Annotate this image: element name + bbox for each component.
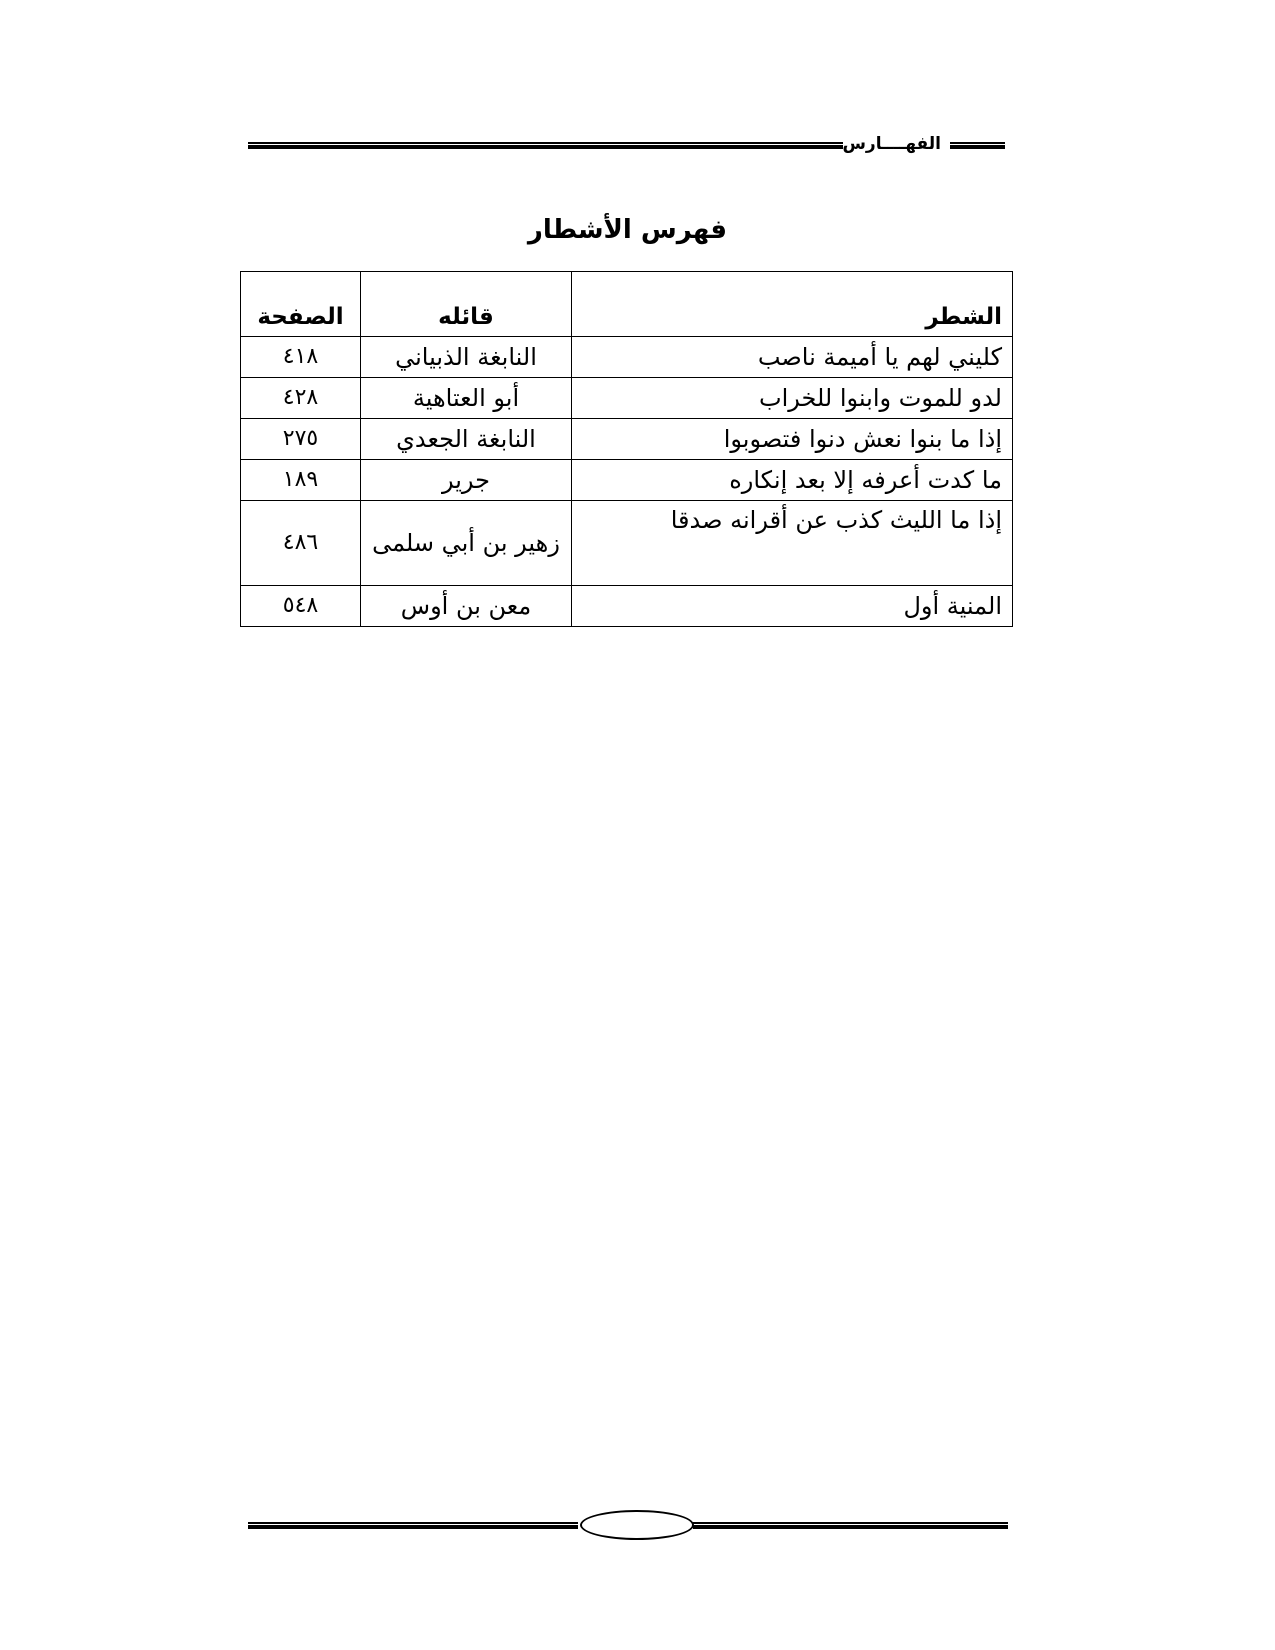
page-title <box>0 215 1275 245</box>
column-header-page: الصفحة <box>241 272 361 337</box>
author-cell: أبو العتاهية <box>361 378 572 419</box>
page-cell: ٤٨٦ <box>241 501 361 586</box>
footer-rule-right <box>693 1522 1008 1529</box>
table-row <box>241 586 1013 627</box>
running-header <box>248 134 1005 158</box>
page-cell: ٢٧٥ <box>241 419 361 460</box>
table-row <box>241 501 1013 586</box>
author-cell: النابغة الجعدي <box>361 419 572 460</box>
table-row <box>241 419 1013 460</box>
header-rule-right <box>950 142 1005 149</box>
hemistich-cell: المنية أول <box>572 586 1013 627</box>
header-label: الفهــــارس <box>842 134 941 154</box>
running-footer <box>248 1510 1008 1540</box>
column-header-hemistich: الشطر <box>572 272 1013 337</box>
hemistich-index-table <box>240 271 1013 627</box>
table-row <box>241 337 1013 378</box>
column-header-author: قائله <box>361 272 572 337</box>
footer-rule-left <box>248 1522 578 1529</box>
hemistich-cell: لدو للموت وابنوا للخراب <box>572 378 1013 419</box>
page-cell: ٤١٨ <box>241 337 361 378</box>
author-cell: النابغة الذبياني <box>361 337 572 378</box>
page-cell: ١٨٩ <box>241 460 361 501</box>
page-cell: ٤٢٨ <box>241 378 361 419</box>
header-rule-left <box>248 142 843 149</box>
hemistich-cell: ما كدت أعرفه إلا بعد إنكاره <box>572 460 1013 501</box>
author-cell: زهير بن أبي سلمى <box>361 501 572 586</box>
hemistich-cell: كليني لهم يا أميمة ناصب <box>572 337 1013 378</box>
table-header-row <box>241 272 1013 337</box>
hemistich-cell: إذا ما الليث كذب عن أقرانه صدقا <box>572 501 1013 586</box>
author-cell: معن بن أوس <box>361 586 572 627</box>
author-cell: جرير <box>361 460 572 501</box>
table-row <box>241 378 1013 419</box>
table-row <box>241 460 1013 501</box>
page-cell: ٥٤٨ <box>241 586 361 627</box>
page-number-oval <box>580 1510 694 1540</box>
hemistich-cell: إذا ما بنوا نعش دنوا فتصوبوا <box>572 419 1013 460</box>
page-title-text: فهرس الأشطار <box>527 215 728 245</box>
